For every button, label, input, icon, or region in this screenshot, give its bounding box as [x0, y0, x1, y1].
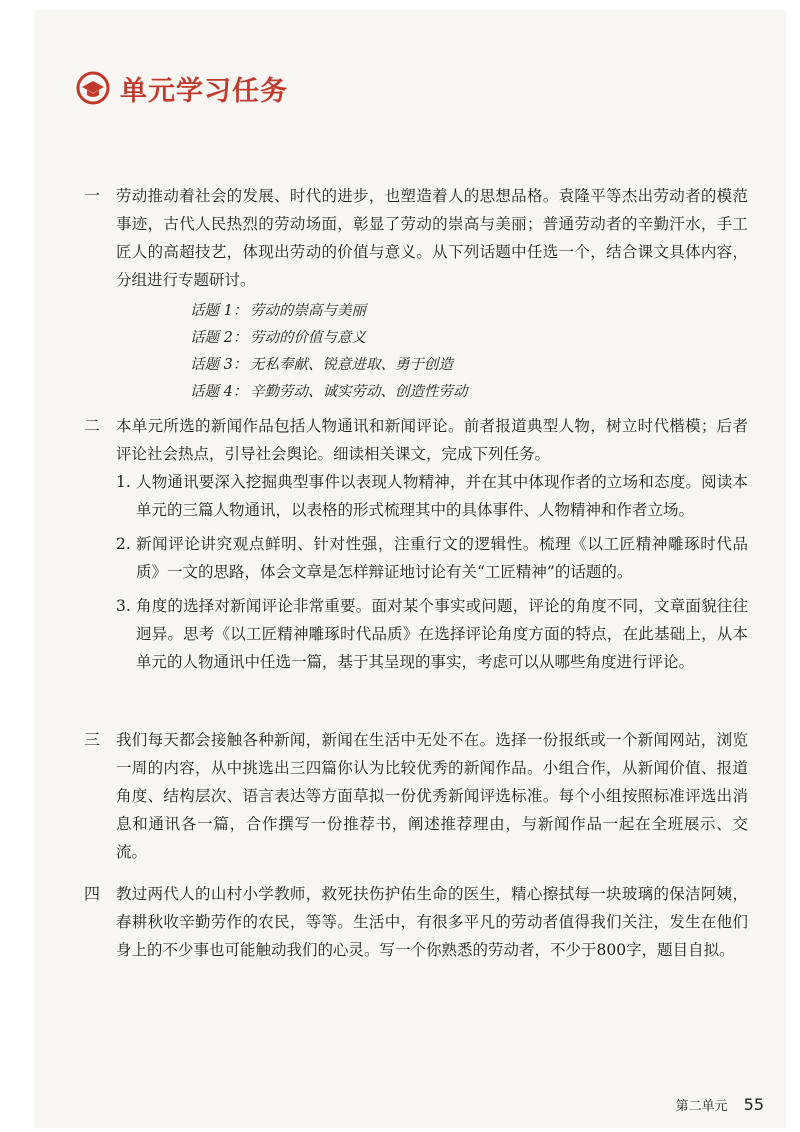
topic-item: [190, 325, 748, 352]
task-number: 三: [84, 730, 101, 749]
textbook-page: [34, 10, 786, 1128]
task-2: [84, 412, 748, 676]
subtask-number: 3.: [116, 597, 131, 615]
task-1: [84, 182, 748, 406]
subtask-number: 2.: [116, 535, 131, 553]
task-number: 一: [84, 186, 101, 205]
page-title: 单元学习任务: [120, 75, 288, 107]
task-number: 四: [84, 884, 101, 903]
task-paragraph: 教过两代人的山村小学教师，救死扶伤护佑生命的医生，精心擦拭每一块玻璃的保洁阿姨，春耕秋收辛勤劳作的农民，等等。生活中，有很多平凡的劳动者值得我们关注，发生在他们身上的不少事也可能触动我们的心灵。写一个你熟悉的劳动者，不少于800字，题目自拟。: [116, 885, 748, 959]
subtask-text: 角度的选择对新闻评论非常重要。面对某个事实或问题，评论的角度不同，文章面貌往往迥异。思考《以工匠精神雕琢时代品质》在选择评论角度方面的特点，在此基础上，从本单元的人物通讯中任选一篇，基于其呈现的事实，考虑可以从哪些角度进行评论。: [136, 597, 748, 671]
task-paragraph: 劳动推动着社会的发展、时代的进步，也塑造着人的思想品格。袁隆平等杰出劳动者的模范事迹，古代人民热烈的劳动场面，彰显了劳动的崇高与美丽；普通劳动者的辛勤汗水，手工匠人的高超技艺，体现出劳动的价值与意义。从下列话题中任选一个，结合课文具体内容，分组进行专题研讨。: [116, 187, 748, 289]
task-paragraph: 本单元所选的新闻作品包括人物通讯和新闻评论。前者报道典型人物，树立时代楷模；后者评论社会热点，引导社会舆论。细读相关课文，完成下列任务。: [116, 417, 748, 463]
topic-text: 劳动的崇高与美丽: [250, 303, 366, 319]
page-number: 55: [743, 1095, 764, 1114]
task-3: [84, 726, 748, 866]
subtask-item: [116, 592, 748, 676]
topic-item: [190, 298, 748, 325]
task-number: 二: [84, 416, 101, 435]
task-paragraph: 我们每天都会接触各种新闻，新闻在生活中无处不在。选择一份报纸或一个新闻网站，浏览一周的内容，从中挑选出三四篇你认为比较优秀的新闻作品。小组合作，从新闻价值、报道角度、结构层次、语言表达等方面草拟一份优秀新闻评选标准。每个小组按照标准评选出消息和通讯各一篇，合作撰写一份推荐书，阐述推荐理由，与新闻作品一起在全班展示、交流。: [116, 731, 748, 861]
subtask-item: [116, 468, 748, 524]
graduation-cap-icon: [76, 71, 110, 105]
topic-item: [190, 379, 748, 406]
page-footer: [676, 1095, 764, 1114]
topic-text: 劳动的价值与意义: [250, 330, 366, 346]
task-4: [84, 880, 748, 964]
subtask-item: [116, 530, 748, 586]
topic-label: 话题 1：: [190, 303, 248, 319]
topic-item: [190, 352, 748, 379]
unit-label: 第二单元: [675, 1099, 728, 1114]
subtask-text: 人物通讯要深入挖掘典型事件以表现人物精神，并在其中体现作者的立场和态度。阅读本单元的三篇人物通讯，以表格的形式梳理其中的具体事件、人物精神和作者立场。: [136, 473, 748, 519]
topic-text: 无私奉献、锐意进取、勇于创造: [250, 357, 453, 373]
subtask-text: 新闻评论讲究观点鲜明、针对性强，注重行文的逻辑性。梳理《以工匠精神雕琢时代品质》一文的思路，体会文章是怎样辩证地讨论有关“工匠精神”的话题的。: [136, 535, 748, 581]
topic-label: 话题 4：: [190, 384, 248, 400]
topic-text: 辛勤劳动、诚实劳动、创造性劳动: [250, 384, 468, 400]
section-heading: [76, 68, 288, 108]
topic-label: 话题 3：: [190, 357, 248, 373]
subtask-number: 1.: [116, 473, 131, 491]
topic-list: [190, 298, 748, 406]
topic-label: 话题 2：: [190, 330, 248, 346]
